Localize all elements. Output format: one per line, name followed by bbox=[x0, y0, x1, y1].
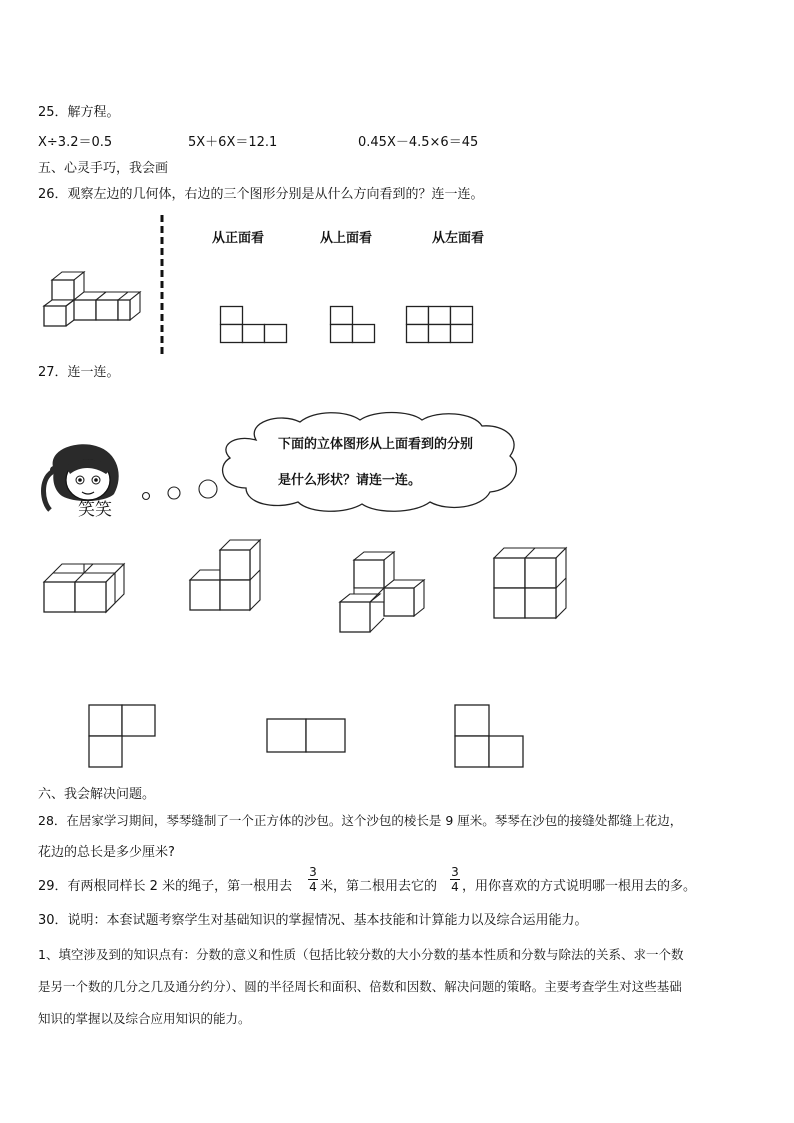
q26-title: 26．观察左边的几何体，右边的三个图形分别是从什么方向看到的？连一连。 bbox=[38, 187, 484, 202]
q27-view-shape-3 bbox=[454, 704, 526, 768]
q29-part2: 米，第二根用去它的 bbox=[320, 879, 438, 894]
q26-view-shape-3 bbox=[406, 306, 474, 344]
q28-line1: 28．在居家学习期间，琴琴缝制了一个正方体的沙包。这个沙包的棱长是 9 厘米。琴琴在沙包的接缝处都缝上花边， bbox=[38, 813, 683, 828]
q27-solid-1 bbox=[42, 556, 132, 614]
q25-equation-1: X÷3.2＝0.5 bbox=[38, 135, 113, 150]
thought-bubbles bbox=[140, 480, 220, 502]
section6-heading: 六、我会解决问题。 bbox=[38, 787, 156, 802]
q29-fraction-2 bbox=[450, 866, 460, 893]
q26-solid-figure bbox=[40, 270, 150, 335]
q25-equation-2: 5X＋6X＝12.1 bbox=[188, 135, 278, 150]
q26-label-left: 从左面看 bbox=[432, 231, 485, 246]
q29-fraction-1-denominator: 4 bbox=[309, 880, 317, 894]
q25-equation-3: 0.45X－4.5×6＝45 bbox=[358, 135, 479, 150]
q26-dashed-divider bbox=[160, 215, 164, 357]
note-line3: 知识的掌握以及综合应用知识的能力。 bbox=[38, 1011, 251, 1026]
q27-solid-3 bbox=[338, 550, 430, 636]
q25-title: 25．解方程。 bbox=[38, 105, 120, 120]
section5-heading: 五、心灵手巧，我会画 bbox=[38, 161, 169, 176]
q26-view-shape-1 bbox=[220, 306, 288, 344]
q30-text: 30．说明：本套试题考察学生对基础知识的掌握情况、基本技能和计算能力以及综合运用能力。 bbox=[38, 913, 588, 928]
q27-view-shape-1 bbox=[88, 704, 158, 768]
speech-cloud bbox=[216, 410, 526, 514]
note-line2: 是另一个数的几分之几及通分约分）、圆的半径周长和面积、倍数和因数、解决问题的策略。主要考查学生对这些基础 bbox=[38, 979, 682, 994]
q27-solid-2 bbox=[188, 538, 264, 612]
q26-label-top: 从上面看 bbox=[320, 231, 373, 246]
note-line1: 1、填空涉及到的知识点有：分数的意义和性质（包括比较分数的大小分数的基本性质和分数与除法的关系、求一个数 bbox=[38, 947, 684, 962]
q27-solid-4 bbox=[490, 546, 570, 620]
q28-line2: 花边的总长是多少厘米? bbox=[38, 845, 175, 860]
q26-label-front: 从正面看 bbox=[212, 231, 265, 246]
bubble-text-line2: 是什么形状？请连一连。 bbox=[278, 473, 422, 488]
q27-title: 27．连一连。 bbox=[38, 365, 120, 380]
q26-view-shape-2 bbox=[330, 306, 376, 344]
bubble-text-line1: 下面的立体图形从上面看到的分别 bbox=[278, 437, 474, 452]
q29-part3: ，用你喜欢的方式说明哪一根用去的多。 bbox=[462, 879, 697, 894]
q29-fraction-1 bbox=[308, 866, 318, 893]
q27-view-shape-2 bbox=[266, 718, 346, 754]
q29-fraction-2-numerator: 3 bbox=[451, 865, 459, 879]
q29-fraction-2-denominator: 4 bbox=[451, 880, 459, 894]
q29-part1: 29．有两根同样长 2 米的绳子，第一根用去 bbox=[38, 879, 293, 894]
girl-label: 笑笑 bbox=[78, 500, 112, 520]
q29-fraction-1-numerator: 3 bbox=[309, 865, 317, 879]
